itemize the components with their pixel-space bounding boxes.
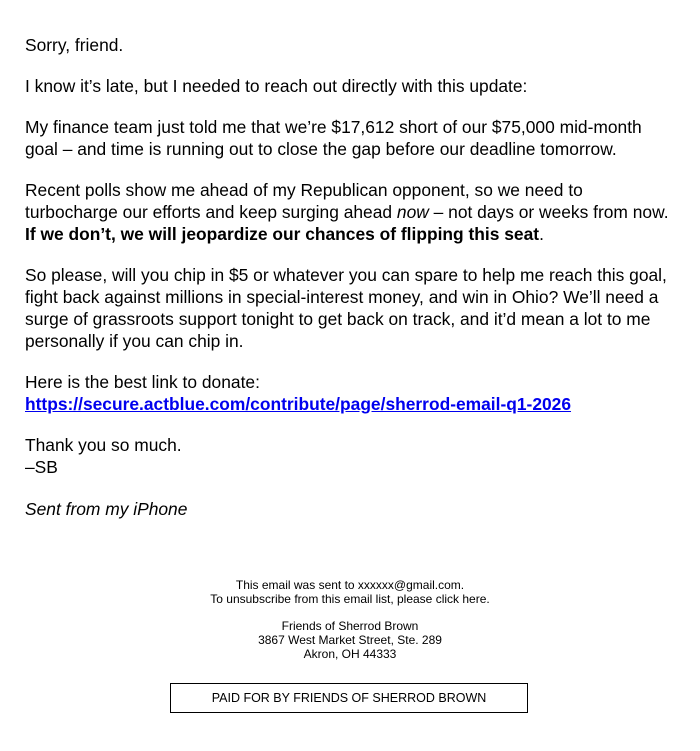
sent-from-signature: [25, 498, 675, 520]
ask-paragraph: So please, will you chip in $5 or whatever you can spare to help me reach this goal, fight back against millions in special-interest money, and win in Ohio? We’ll need a surge of grassroots support tonight to get back on track, and it’d mean a lot to me personally if you can chip in.: [25, 265, 667, 351]
email-body: [25, 34, 675, 539]
polls-text-2: – not days or weeks from now.: [428, 202, 669, 222]
paid-for-disclaimer: [170, 683, 528, 713]
donate-paragraph: [25, 371, 675, 415]
polls-paragraph: [25, 179, 675, 245]
polls-bold-warning: If we don’t, we will jeopardize our chances of flipping this seat: [25, 224, 540, 244]
street-address: 3867 West Market Street, Ste. 289: [258, 633, 442, 647]
donate-link[interactable]: https://secure.actblue.com/contribute/page/sherrod-email-q1-2026: [25, 394, 572, 414]
greeting: Sorry, friend.: [25, 35, 124, 55]
thanks-paragraph: [25, 434, 675, 478]
sent-from-text: Sent from my iPhone: [25, 499, 188, 519]
polls-text-1: Recent polls show me ahead of my Republican opponent, so we need to turbocharge our efforts and keep surging ahead: [25, 180, 583, 222]
city-address: Akron, OH 44333: [303, 647, 397, 661]
email-footer: [0, 578, 700, 674]
sent-to-text: This email was sent to xxxxxx@gmail.com.: [235, 578, 465, 592]
footer-notice: [0, 578, 700, 606]
footer-address: [0, 619, 700, 661]
donate-label: Here is the best link to donate:: [25, 372, 260, 392]
thanks-text: Thank you so much.: [25, 435, 182, 455]
polls-text-end: .: [539, 224, 544, 244]
finance-paragraph: My finance team just told me that we’re $17,612 short of our $75,000 mid-month goal – and time is running out to close the gap before our deadline tomorrow.: [25, 117, 642, 159]
signoff: –SB: [25, 457, 58, 477]
org-name: Friends of Sherrod Brown: [281, 619, 419, 633]
intro-paragraph: I know it’s late, but I needed to reach out directly with this update:: [25, 76, 528, 96]
polls-emphasis: now: [396, 202, 429, 222]
paid-for-text: PAID FOR BY FRIENDS OF SHERROD BROWN: [211, 691, 487, 705]
unsubscribe-link[interactable]: To unsubscribe from this email list, please click here.: [210, 592, 490, 606]
